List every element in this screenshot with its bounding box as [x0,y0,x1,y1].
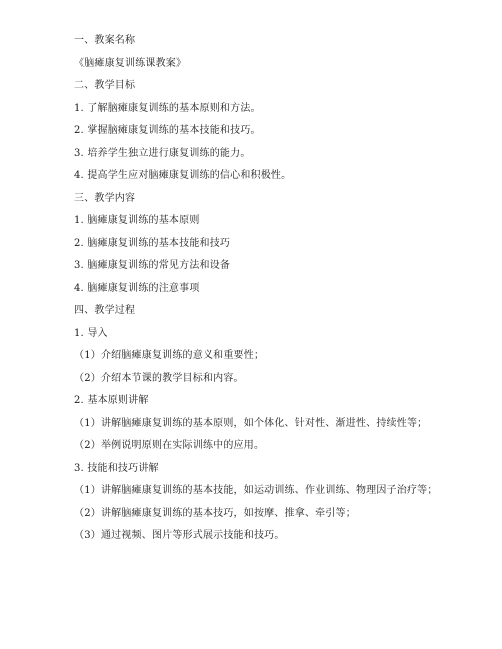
objective-item-3: 3. 培养学生独立进行康复训练的能力。 [74,147,251,159]
objective-item-2: 2. 掌握脑瘫康复训练的基本技能和技巧。 [74,125,261,136]
content-item-1: 1. 脑瘫康复训练的基本原则 [74,215,200,226]
objective-item-4: 4. 提高学生应对脑瘫康复训练的信心和积极性。 [74,170,292,181]
process-step-1: 1. 导入 [74,327,108,339]
section-heading-content: 三、教学内容 [74,192,136,204]
lesson-title: 《脑瘫康复训练课教案》 [74,57,187,69]
section-heading-objectives: 二、教学目标 [74,80,136,91]
process-step-3-item-2: （2）讲解脑瘫康复训练的基本技巧，如按摩、推拿、牵引等； [74,507,356,519]
process-step-2-item-1: （1）讲解脑瘫康复训练的基本原则，如个体化、针对性、渐进性、持续性等； [74,417,428,429]
content-item-4: 4. 脑瘫康复训练的注意事项 [74,282,200,294]
process-step-2: 2. 基本原则讲解 [74,395,149,406]
process-step-3: 3. 技能和技巧讲解 [74,462,159,474]
section-heading-process: 四、教学过程 [74,305,136,316]
process-step-3-item-3: （3）通过视频、图片等形式展示技能和技巧。 [74,530,285,541]
process-step-1-item-2: （2）介绍本节课的教学目标和内容。 [74,372,244,384]
content-item-3: 3. 脑瘫康复训练的常见方法和设备 [74,260,231,271]
objective-item-1: 1. 了解脑瘫康复训练的基本原则和方法。 [74,102,261,114]
process-step-2-item-2: （2）举例说明原则在实际训练中的应用。 [74,440,265,451]
process-step-1-item-1: （1）介绍脑瘫康复训练的意义和重要性； [74,350,265,361]
process-step-3-item-1: （1）讲解脑瘫康复训练的基本技能，如运动训练、作业训练、物理因子治疗等； [74,485,438,496]
content-item-2: 2. 脑瘫康复训练的基本技能和技巧 [74,237,231,249]
document-body [74,30,484,548]
section-heading-lesson-name: 一、教案名称 [74,35,136,46]
